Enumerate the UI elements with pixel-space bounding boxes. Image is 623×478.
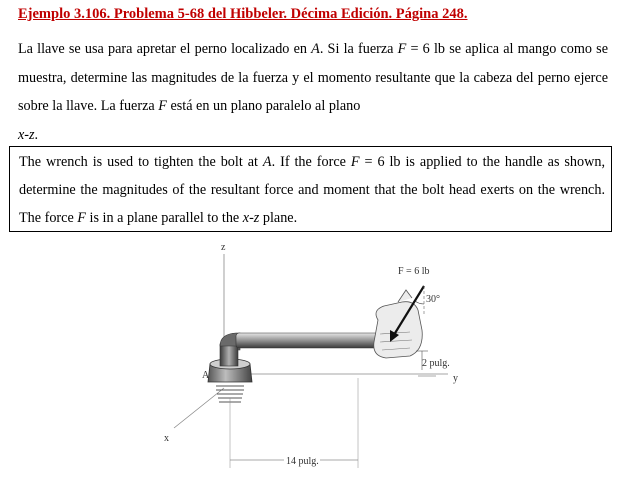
var-f: F <box>77 210 86 226</box>
dim-2-pulg-label: 2 pulg. <box>422 358 450 369</box>
wrench-vertical-leg <box>220 344 238 366</box>
var-a: A <box>262 154 272 170</box>
dim-14-pulg-label: 14 pulg. <box>286 456 319 467</box>
var-f: F <box>350 154 360 170</box>
var-a: A <box>311 41 320 57</box>
text-segment: The wrench is used to tighten the bolt at <box>19 154 263 170</box>
var-f: F <box>397 41 407 57</box>
problem-text-spanish <box>18 35 608 149</box>
var-plane: x-z <box>18 126 35 143</box>
z-axis-label: z <box>221 242 226 253</box>
angle-arc <box>415 301 424 304</box>
y-axis-label: y <box>453 373 458 384</box>
text-segment: is in a plane parallel to the <box>85 210 243 226</box>
text-segment: . Si la fuerza <box>319 41 398 57</box>
force-label: F = 6 lb <box>398 266 430 277</box>
text-segment: = 6 lb is applied to the handle as shown, determine the magnitudes of the resultant force and moment that the bolt head exerts on the wrench. The force <box>19 154 606 226</box>
text-segment: = 6 lb se aplica al mango como se muestra, determine las magnitudes de la fuerza y el momento resultante que la cabeza del perno ejerce sobre la llave. La fuerza <box>18 41 609 114</box>
text-segment: plane. <box>259 210 298 226</box>
wrench-figure <box>140 238 470 473</box>
text-segment: está en un plano paralelo al plano <box>166 98 361 114</box>
text-segment: . If the force <box>271 154 351 170</box>
x-axis <box>174 388 224 428</box>
page-title: Ejemplo 3.106. Problema 5-68 del Hibbeler. Décima Edición. Página 248. <box>18 6 468 22</box>
var-f: F <box>158 98 167 114</box>
text-segment: . <box>34 126 39 143</box>
text-segment: La llave se usa para apretar el perno localizado en <box>18 41 312 57</box>
problem-text-english <box>19 148 605 232</box>
x-axis-label: x <box>164 433 169 444</box>
angle-label: 30° <box>426 294 440 305</box>
english-text-box <box>9 146 612 232</box>
var-plane: x-z <box>242 210 260 226</box>
point-a-label: A <box>202 370 210 381</box>
